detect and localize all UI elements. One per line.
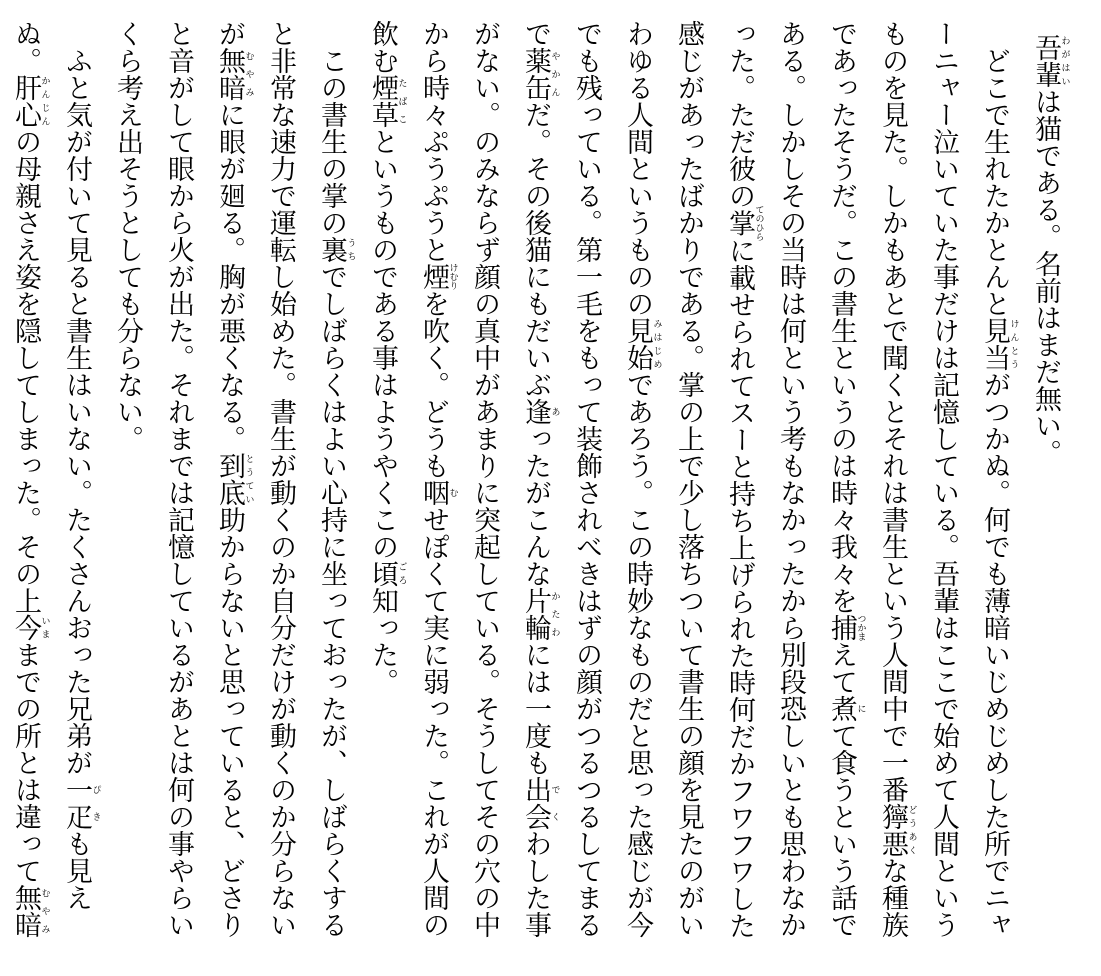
ruby-annotation xyxy=(10,614,50,641)
text-run: を吹く。どうも xyxy=(418,290,449,479)
text-run: というものである事はようやくこの xyxy=(367,128,398,560)
title-ruby-base: 吾輩 xyxy=(1030,34,1061,88)
ruby-annotation xyxy=(826,614,866,641)
title-ruby xyxy=(1030,34,1070,88)
ruby-annotation xyxy=(877,803,917,857)
text-run: どこで生れたかとんと xyxy=(979,47,1010,317)
ruby-base: 片輪 xyxy=(520,587,551,641)
ruby-base: 煙草 xyxy=(367,74,398,128)
ruby-annotation xyxy=(520,47,560,101)
ruby-text: たばこ xyxy=(396,74,407,128)
paragraph-1 xyxy=(357,20,1020,956)
ruby-base: 見当 xyxy=(979,317,1010,371)
text-run: 助からないと思っていると、どさりと音がして眼から火が出た。それまでは記憶しているがあとは何の事やらいくら考え出そうとしても分らない。 xyxy=(112,20,245,938)
ruby-text: む xyxy=(447,479,458,506)
ruby-text: やかん xyxy=(549,47,560,101)
ruby-base: 咽 xyxy=(418,479,449,506)
text-run: がつかぬ。何でも薄暗いじめじめした所でニャーニャー泣いていた事だけは記憶している。吾輩はここで始めて人間というものを見た。しかもあとで聞くとそれは書生という人間中で一番 xyxy=(877,20,1010,938)
ruby-annotation xyxy=(724,205,764,241)
ruby-text: かんじん xyxy=(39,74,50,128)
ruby-annotation xyxy=(214,452,254,506)
ruby-annotation xyxy=(418,263,458,290)
ruby-base: 煮 xyxy=(826,695,857,722)
text-run: この書生の掌の xyxy=(316,47,347,236)
page-title xyxy=(1020,20,1071,956)
paragraph-3 xyxy=(0,20,102,956)
ruby-text: あ xyxy=(549,398,560,425)
ruby-text: どうあく xyxy=(906,803,917,857)
ruby-text: てのひら xyxy=(753,205,764,241)
text-run: であろう。この時妙なものだと思った感じが今でも残っている。第一毛をもって装飾されべきはずの顔がつるつるしてまるで xyxy=(520,20,653,938)
ruby-annotation xyxy=(316,236,356,263)
ruby-base: 一疋 xyxy=(61,776,92,830)
ruby-base: 見始 xyxy=(622,317,653,371)
text-run: 知った。 xyxy=(367,587,398,695)
ruby-base: 肝心 xyxy=(10,74,41,128)
paragraph-2 xyxy=(102,20,357,956)
title-after: は猫である。名前はまだ無い。 xyxy=(1030,88,1061,466)
ruby-annotation xyxy=(61,776,101,830)
ruby-text: みはじめ xyxy=(651,317,662,371)
text-run: ったがこんな xyxy=(520,425,551,587)
ruby-text: ごろ xyxy=(396,560,407,587)
ruby-text: かたわ xyxy=(549,587,560,641)
ruby-text: けんとう xyxy=(1008,317,1019,371)
text-run: せぽくて実に弱った。これが人間の飲む xyxy=(367,20,449,938)
ruby-text: つかま xyxy=(855,614,866,641)
text-run: て食うという話である。しかしその当時は何という考もなかったから別段恐しいとも思わなかった。ただ彼の xyxy=(724,20,857,938)
ruby-annotation xyxy=(367,560,407,587)
ruby-annotation xyxy=(214,47,254,101)
ruby-annotation xyxy=(520,587,560,641)
ruby-base: 掌 xyxy=(724,205,755,241)
ruby-annotation xyxy=(418,479,458,506)
ruby-base: 無暗 xyxy=(10,884,41,938)
text-run: えて xyxy=(826,641,857,695)
ruby-text: いま xyxy=(39,614,50,641)
text-run: に載せられてスーと持ち上げられた時何だかフワフワした感じがあったばかりである。掌の上で少し落ちついて書生の顔を見たのがいわゆる人間というものの xyxy=(622,20,755,939)
text-run: だ。その後猫にもだいぶ xyxy=(520,101,551,398)
ruby-base: 無暗 xyxy=(214,47,245,101)
text-run: でしばらくはよい心持に坐っておったが、しばらくすると非常な速力で運転し始めた。書生が動くのか自分だけが動くのか分らないが xyxy=(214,20,347,938)
ruby-text: むやみ xyxy=(243,47,254,101)
ruby-text: とうてい xyxy=(243,452,254,506)
ruby-annotation xyxy=(520,398,560,425)
ruby-base: 煙 xyxy=(418,263,449,290)
text-run: ふと気が付いて見ると書生はいない。たくさんおった兄弟が xyxy=(61,47,92,776)
text-run: も見えぬ。 xyxy=(10,20,92,911)
ruby-text: でく xyxy=(549,776,560,830)
ruby-base: 捕 xyxy=(826,614,857,641)
ruby-annotation xyxy=(622,317,662,371)
text-run: には一度も xyxy=(520,641,551,776)
text-run: に眼が廻る。胸が悪くなる。 xyxy=(214,101,245,452)
ruby-base: 薬缶 xyxy=(520,47,551,101)
ruby-base: 逢 xyxy=(520,398,551,425)
ruby-annotation xyxy=(826,695,866,722)
ruby-annotation xyxy=(10,74,50,128)
ruby-text: に xyxy=(855,695,866,722)
ruby-base: 到底 xyxy=(214,452,245,506)
ruby-text: うち xyxy=(345,236,356,263)
title-ruby-text: わがはい xyxy=(1059,34,1070,88)
ruby-text: むやみ xyxy=(39,884,50,938)
text-run: までの所とは違って xyxy=(10,641,41,884)
text-run: の母親さえ姿を隠してしまった。その上 xyxy=(10,128,41,614)
ruby-base: 出会 xyxy=(520,776,551,830)
ruby-base: 裏 xyxy=(316,236,347,263)
text-run: な種族であったそうだ。この書生というのは時々我々を xyxy=(826,20,908,938)
ruby-text: ぴき xyxy=(90,776,101,830)
ruby-text: けむり xyxy=(447,263,458,290)
text-run: わした事がない。のみならず顔の真中があまりに突起している。そうしてその穴の中から時々ぷうぷうと xyxy=(418,20,551,938)
ruby-base: 今 xyxy=(10,614,41,641)
ruby-base: 頃 xyxy=(367,560,398,587)
ruby-annotation xyxy=(979,317,1019,371)
ruby-base: 獰悪 xyxy=(877,803,908,857)
ruby-annotation xyxy=(10,884,50,938)
ruby-annotation xyxy=(520,776,560,830)
ruby-annotation xyxy=(367,74,407,128)
